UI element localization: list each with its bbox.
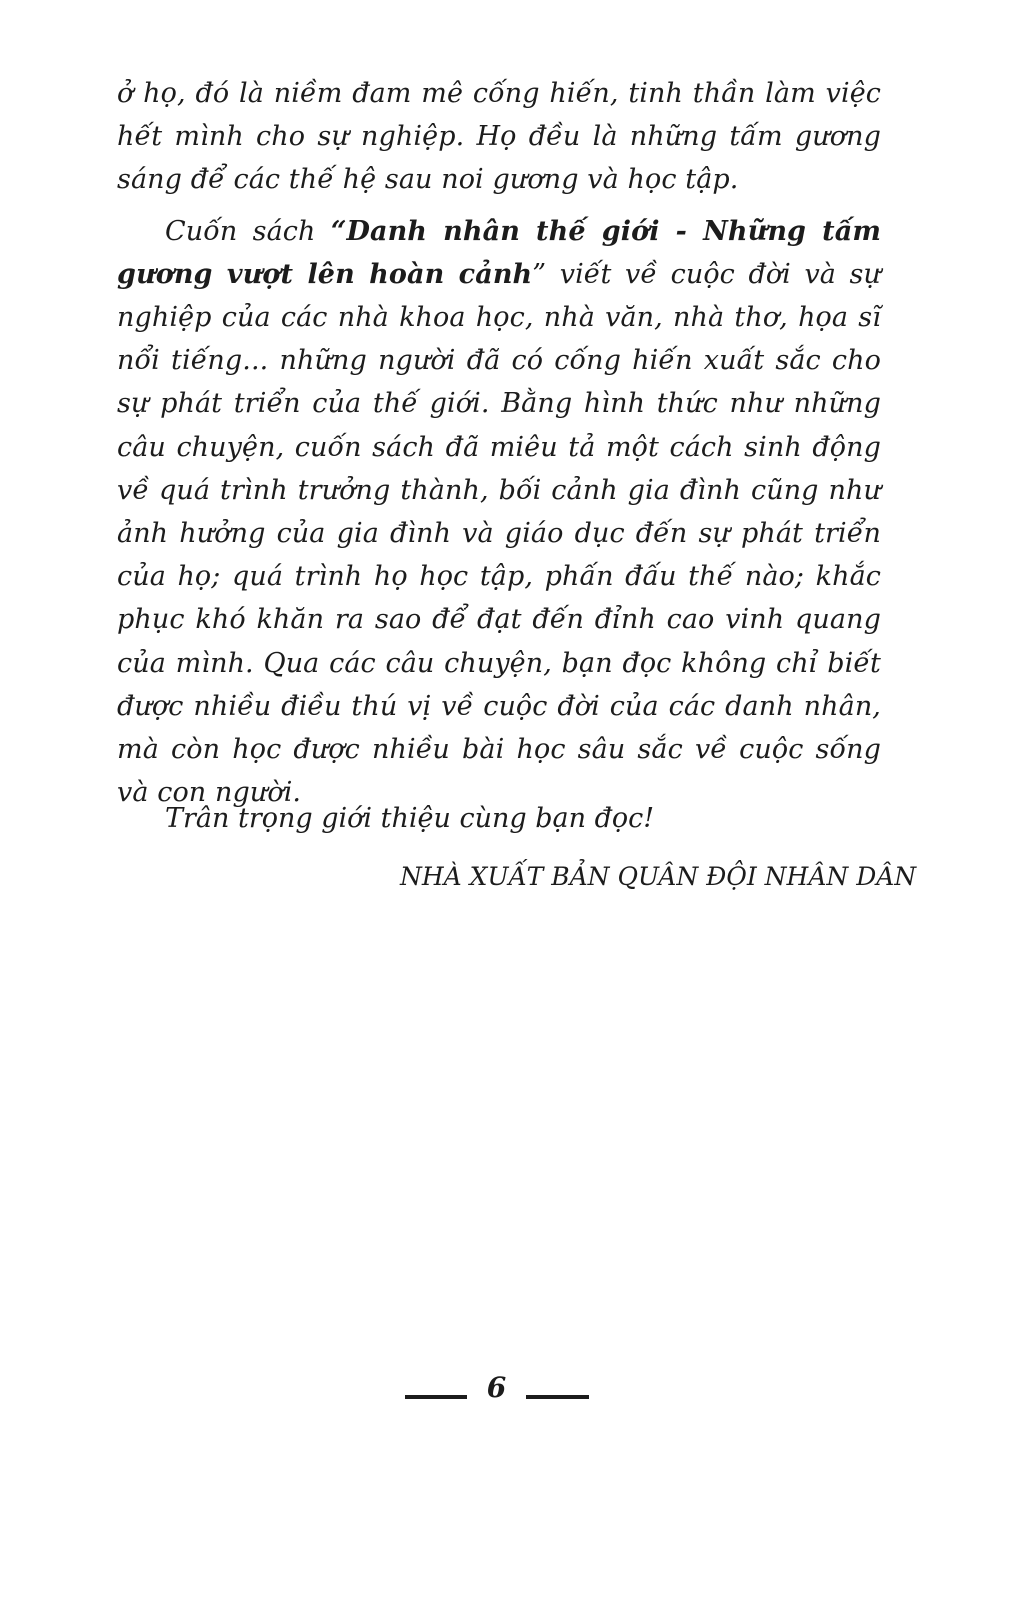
- page-number: 6: [486, 1371, 507, 1404]
- publisher-signature: NHÀ XUẤT BẢN QUÂN ĐỘI NHÂN DÂN: [400, 862, 917, 891]
- body-text: [117, 72, 881, 814]
- book-title: “Danh nhân thế giới - Những tấm gương vượt lên hoàn cảnh: [117, 215, 881, 290]
- footer-rule-right: [526, 1395, 589, 1399]
- continuation-paragraph: ở họ, đó là niềm đam mê cống hiến, tinh thần làm việc hết mình cho sự nghiệp. Họ đều là những tấm gương sáng để các thế hệ sau noi gương và học tập.: [117, 78, 881, 196]
- intro-rest: ” viết về cuộc đời và sự nghiệp của các nhà khoa học, nhà văn, nhà thơ, họa sĩ nổi tiếng... những người đã có cống hiến xuất sắc cho sự phát triển của thế giới. Bằng hình thức như những câu chuyện, cuốn sách đã miêu tả một cách sinh động về quá trình trưởng thành, bối cảnh gia đình cũng như ảnh hưởng của gia đình và giáo dục đến sự phát triển của họ; quá trình họ học tập, phấn đấu thế nào; khắc phục khó khăn ra sao để đạt đến đỉnh cao vinh quang của mình. Qua các câu chuyện, bạn đọc không chỉ biết được nhiều điều thú vị về cuộc đời của các danh nhân, mà còn học được nhiều bài học sâu sắc về cuộc sống và con người.: [117, 258, 881, 809]
- page-footer: [405, 1368, 590, 1408]
- closing-line: Trân trọng giới thiệu cùng bạn đọc!: [165, 803, 655, 834]
- footer-rule-left: [405, 1395, 467, 1399]
- intro-prefix: Cuốn sách: [165, 215, 331, 247]
- intro-paragraph: [117, 210, 881, 815]
